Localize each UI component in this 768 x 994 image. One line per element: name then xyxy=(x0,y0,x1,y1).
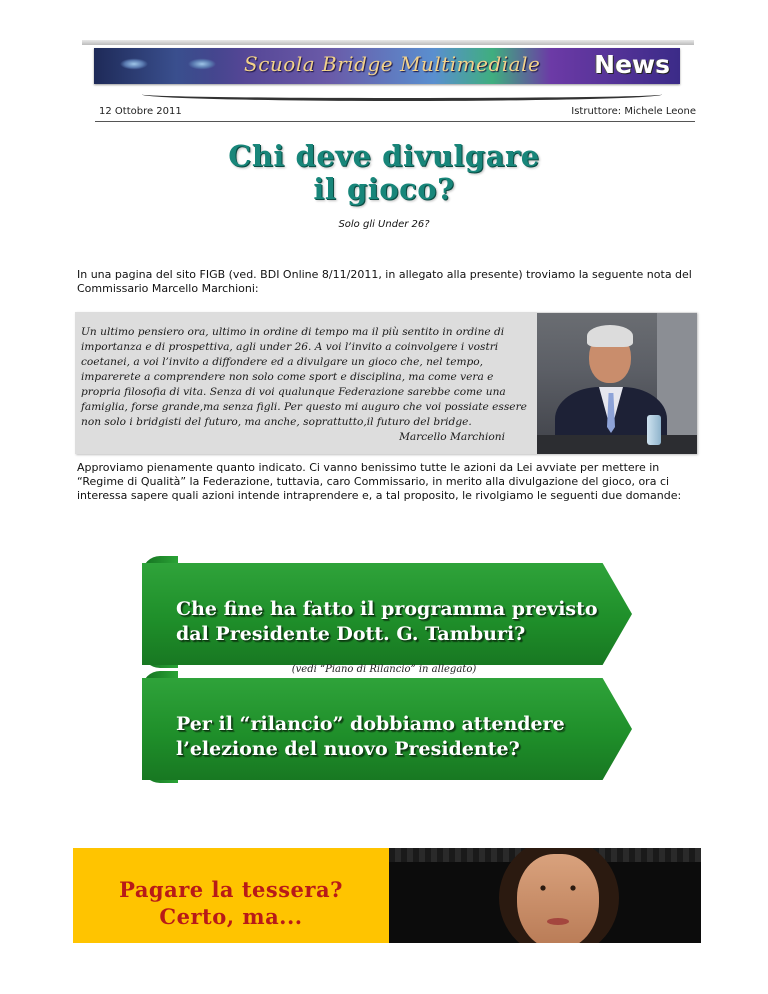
article-title-line1: Chi deve divulgare xyxy=(228,139,540,173)
commissioner-photo xyxy=(537,313,697,454)
banner-strip xyxy=(94,48,680,84)
header-divider xyxy=(95,121,695,122)
response-paragraph: Approviamo pienamente quanto indicato. Ci vanno benissimo tutte le azioni da Lei avviate per mettere in “Regime di Qualità” la Federazione, tuttavia, caro Commissario, in merito alla divulgazione del gioco, ora ci interessa sapere quali azioni intende intraprendere e, a tal proposito, le rivolgiamo le seguenti due domande: xyxy=(77,461,682,502)
promo-yellow-panel xyxy=(73,848,389,943)
question-2-line1: Per il “rilancio” dobbiamo attendere xyxy=(176,713,565,735)
article-title xyxy=(0,140,768,206)
question-2-text xyxy=(176,712,616,762)
promo-photo xyxy=(389,848,701,943)
photo-bottle xyxy=(647,415,661,445)
promo-text xyxy=(73,876,389,930)
intro-paragraph: In una pagina del sito FIGB (ved. BDI Online 8/11/2011, in allegato alla presente) troviamo la seguente nota del Commissario Marcello Marchioni: xyxy=(77,268,692,295)
banner-title: Scuola Bridge Multimediale xyxy=(244,52,541,76)
news-badge: News xyxy=(594,50,670,79)
banner-top-rule xyxy=(82,40,694,45)
question-1-text xyxy=(176,597,616,647)
instructor-name: Istruttore: Michele Leone xyxy=(571,106,696,117)
eyes-image xyxy=(94,48,244,84)
newsletter-banner xyxy=(82,40,694,98)
question-2-line2: l’elezione del nuovo Presidente? xyxy=(176,738,520,760)
membership-promo xyxy=(73,848,701,943)
photo-desk xyxy=(537,435,697,454)
banner-curve xyxy=(142,88,662,101)
issue-date: 12 Ottobre 2011 xyxy=(99,106,182,117)
quote-text xyxy=(81,325,531,445)
promo-photo-eyes xyxy=(535,884,581,892)
question-1-line1: Che fine ha fatto il programma previsto xyxy=(176,598,598,620)
article-title-line2: il gioco? xyxy=(313,172,455,206)
question-1-line2: dal Presidente Dott. G. Tamburi? xyxy=(176,623,526,645)
quote-body: Un ultimo pensiero ora, ultimo in ordine di tempo ma il più sentito in ordine di importanza e di prospettiva, agli under 26. A voi l’invito a coinvolgere i vostri coetanei, a voi l’invito a diffondere ed a divulgare un gioco che, nel tempo, imparerete a comprendere non solo come sport e disciplina, ma come vera e propria filosofia di vita. Senza di voi qualunque Federazione sarebbe come una famiglia, forse grande,ma senza figli. Per questo mi auguro che voi possiate essere non solo i bridgisti del futuro, ma anche, soprattutto,il futuro del bridge. xyxy=(81,326,527,428)
question-1-note: (vedi “Piano di Rilancio” in allegato) xyxy=(291,664,477,675)
article-subtitle: Solo gli Under 26? xyxy=(338,219,430,230)
photo-hair xyxy=(587,325,633,347)
promo-photo-face xyxy=(517,854,599,943)
promo-photo-lips xyxy=(547,918,569,925)
quote-author: Marcello Marchioni xyxy=(399,431,505,443)
promo-line2: Certo, ma... xyxy=(159,904,303,929)
promo-line1: Pagare la tessera? xyxy=(119,877,343,902)
